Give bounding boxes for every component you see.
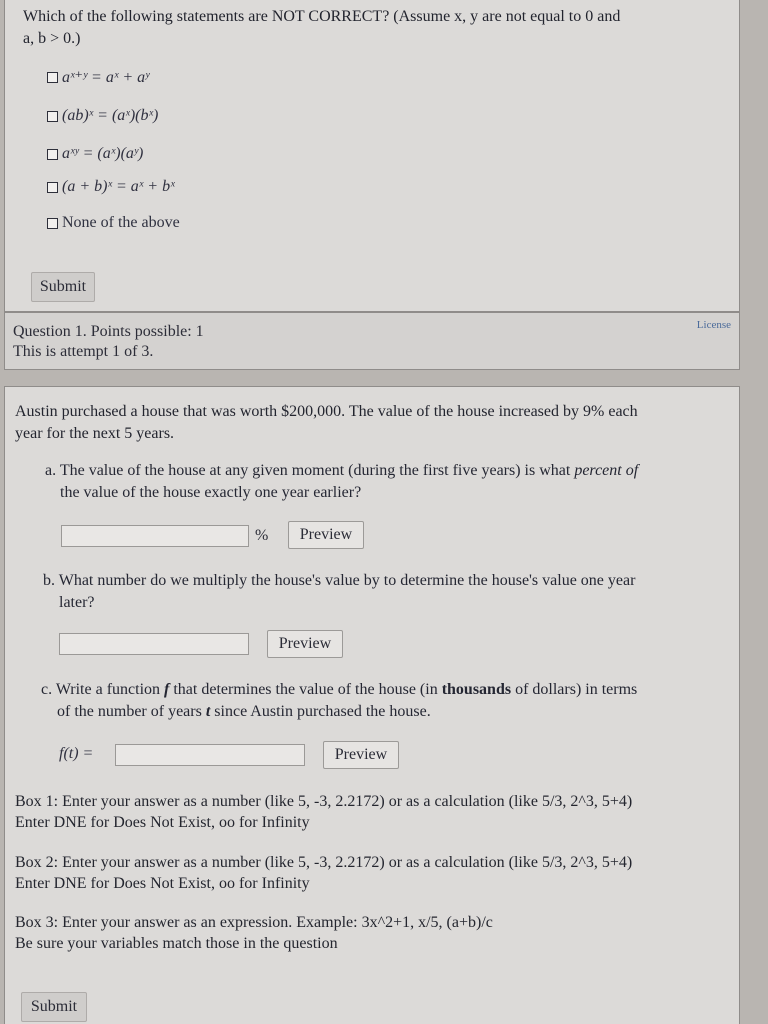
answer-input-b[interactable] <box>59 633 249 655</box>
part-c-line1-pre: c. Write a function <box>41 681 161 698</box>
question-prompt-line2: a, b > 0.) <box>23 30 81 47</box>
box-2-note-line2: Enter DNE for Does Not Exist, oo for Infinity <box>15 875 310 892</box>
checkbox-icon[interactable] <box>47 182 58 193</box>
box-3-note-line1: Box 3: Enter your answer as an expression. Example: 3x^2+1, x/5, (a+b)/c <box>15 914 493 931</box>
choice-3-label: aˣʸ = (aˣ)(aʸ) <box>62 145 144 162</box>
question-info-text <box>13 322 204 362</box>
box-1-note-line2: Enter DNE for Does Not Exist, oo for Infinity <box>15 814 310 831</box>
question-stem-line1: Austin purchased a house that was worth $200,000. The value of the house increased by 9% each <box>15 403 638 420</box>
question-info-bar <box>4 312 740 370</box>
box-2-note <box>15 852 735 894</box>
preview-button-b[interactable]: Preview <box>267 630 343 658</box>
part-b-line2: later? <box>59 594 95 611</box>
question-card-house-value <box>4 386 740 1024</box>
box-3-note <box>15 912 735 954</box>
part-c-line1-mid: that determines the value of the house (in <box>173 681 438 698</box>
part-c-prompt <box>41 679 733 723</box>
choice-1-label: aˣ⁺ʸ = aˣ + aʸ <box>62 69 150 86</box>
question-prompt-line1: Which of the following statements are NOT CORRECT? (Assume x, y are not equal to 0 and <box>23 8 621 25</box>
choice-2-label: (ab)ˣ = (aˣ)(bˣ) <box>62 107 159 124</box>
checkbox-icon[interactable] <box>47 149 58 160</box>
choice-1[interactable] <box>47 66 149 88</box>
box-3-note-line2: Be sure your variables match those in the question <box>15 935 338 952</box>
choice-2[interactable] <box>47 105 158 127</box>
checkbox-icon[interactable] <box>47 218 58 229</box>
part-c-f: f <box>164 681 170 698</box>
checkbox-icon[interactable] <box>47 111 58 122</box>
part-c-line1-post: of dollars) in terms <box>515 681 638 698</box>
submit-button[interactable]: Submit <box>31 272 95 302</box>
part-c-t: t <box>205 703 211 720</box>
part-c-line2-pre: of the number of years <box>57 703 202 720</box>
answer-input-a[interactable] <box>61 525 249 547</box>
choice-3[interactable] <box>47 143 143 165</box>
box-1-note-line1: Box 1: Enter your answer as a number (like 5, -3, 2.2172) or as a calculation (like 5/3, 2^3, 5+4) <box>15 793 633 810</box>
choice-4[interactable] <box>47 176 175 198</box>
function-label: f(t) = <box>59 745 94 762</box>
part-c-line2-post: since Austin purchased the house. <box>214 703 431 720</box>
part-a-line2: the value of the house exactly one year earlier? <box>60 484 362 501</box>
box-2-note-line1: Box 2: Enter your answer as a number (like 5, -3, 2.2172) or as a calculation (like 5/3, 2^3, 5+4) <box>15 854 633 871</box>
question-stem-line2: year for the next 5 years. <box>15 425 175 442</box>
choice-5-label: None of the above <box>62 214 180 231</box>
preview-button-c[interactable]: Preview <box>323 741 399 769</box>
part-b-line1: b. What number do we multiply the house's value by to determine the house's value one year <box>43 572 636 589</box>
license-link[interactable]: License <box>696 319 731 331</box>
question-stem <box>15 401 730 445</box>
box-1-note <box>15 791 735 833</box>
checkbox-icon[interactable] <box>47 72 58 83</box>
part-a-prompt <box>45 460 725 504</box>
choice-4-label: (a + b)ˣ = aˣ + bˣ <box>62 178 175 195</box>
percent-unit: % <box>255 527 269 544</box>
part-a-line1: a. The value of the house at any given moment (during the first five years) is what <box>45 462 571 479</box>
preview-button-a[interactable]: Preview <box>288 521 364 549</box>
submit-button[interactable]: Submit <box>21 992 87 1022</box>
question-prompt <box>23 6 733 50</box>
points-possible-text: Question 1. Points possible: 1 <box>13 323 204 340</box>
part-b-prompt <box>43 570 733 614</box>
part-a-emphasis: percent of <box>574 462 639 479</box>
choice-5[interactable] <box>47 212 180 234</box>
attempt-text: This is attempt 1 of 3. <box>13 343 154 360</box>
part-c-bold: thousands <box>441 681 512 698</box>
question-card-exponent-rules <box>4 0 740 312</box>
answer-input-c[interactable] <box>115 744 305 766</box>
